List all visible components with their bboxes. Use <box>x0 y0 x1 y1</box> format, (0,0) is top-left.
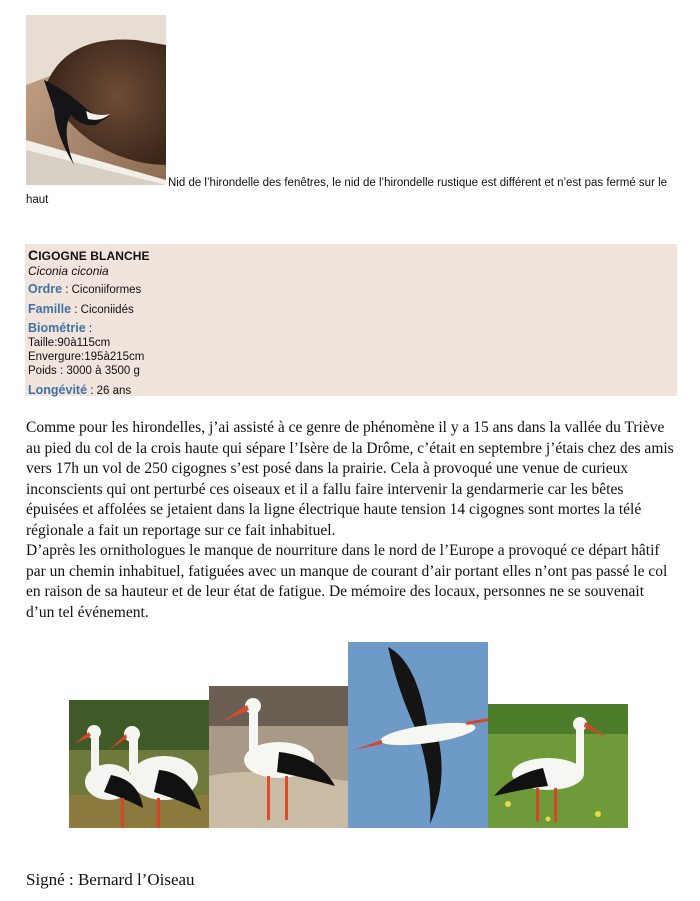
weight-value: Poids : 3000 à 3500 g <box>28 365 140 377</box>
biometry-row <box>28 319 92 337</box>
order-label: Ordre <box>28 282 63 296</box>
longevity-value: : 26 ans <box>87 385 132 397</box>
standing-stork-photo <box>209 686 348 828</box>
species-info-box <box>25 244 677 396</box>
biometry-label: Biométrie <box>28 321 86 335</box>
wingspan-value: Envergure:195à215cm <box>28 351 145 363</box>
flying-stork-photo <box>348 642 488 828</box>
species-name <box>28 247 150 263</box>
size-value: Taille:90à115cm <box>28 337 111 349</box>
stork-on-grass-photo <box>488 704 628 828</box>
species-latin-name: Ciconia ciconia <box>28 264 109 278</box>
order-value: : Ciconiiformes <box>62 284 142 296</box>
species-name-initial: C <box>28 247 39 263</box>
swallow-nest-photo <box>26 15 166 185</box>
family-value: : Ciconiidés <box>71 304 134 316</box>
stork-pair-photo <box>69 700 209 828</box>
family-row <box>28 300 134 318</box>
article-body <box>26 418 676 623</box>
longevity-label: Longévité <box>28 383 88 397</box>
family-label: Famille <box>28 302 72 316</box>
nest-caption: Nid de l’hirondelle des fenêtres, le nid de l’hirondelle rustique est différent et n’est pas fermé sur le haut <box>26 177 668 206</box>
order-row <box>28 280 141 298</box>
signature: Signé : Bernard l’Oiseau <box>26 870 195 889</box>
biometry-value: : <box>85 323 93 335</box>
paragraph-1: Comme pour les hirondelles, j’ai assisté à ce genre de phénomène il y a 15 ans dans la vallée du Triève au pied du col de la crois haute qui sépare l’Isère de la Drôme, c’était en septembre j’étais chez des amis vers 17h un vol de 250 cigognes s’est posé dans la prairie. Cela à provoqué une venue de curieux inconscients qui ont perturbé ces oiseaux et il a fallu faire intervenir la gendarmerie car les bêtes épuisées et affolées se jetaient dans la ligne électrique haute tension 14 cigognes sont mortes la télé régionale a fait un reportage sur ce fait inhabituel. <box>26 419 674 539</box>
species-name-rest: IGOGNE BLANCHE <box>38 249 150 263</box>
longevity-row <box>28 381 131 399</box>
paragraph-2: D’après les ornithologues le manque de nourriture dans le nord de l’Europe a provoqué ce départ hâtif par un chemin inhabituel, fatiguées avec un manque de courant d’air portant elles n’ont pas passé le col en raison de sa hauteur et de leur état de fatigue. De mémoire des locaux, personnes ne se souvenait d’un tel événement. <box>26 542 668 621</box>
